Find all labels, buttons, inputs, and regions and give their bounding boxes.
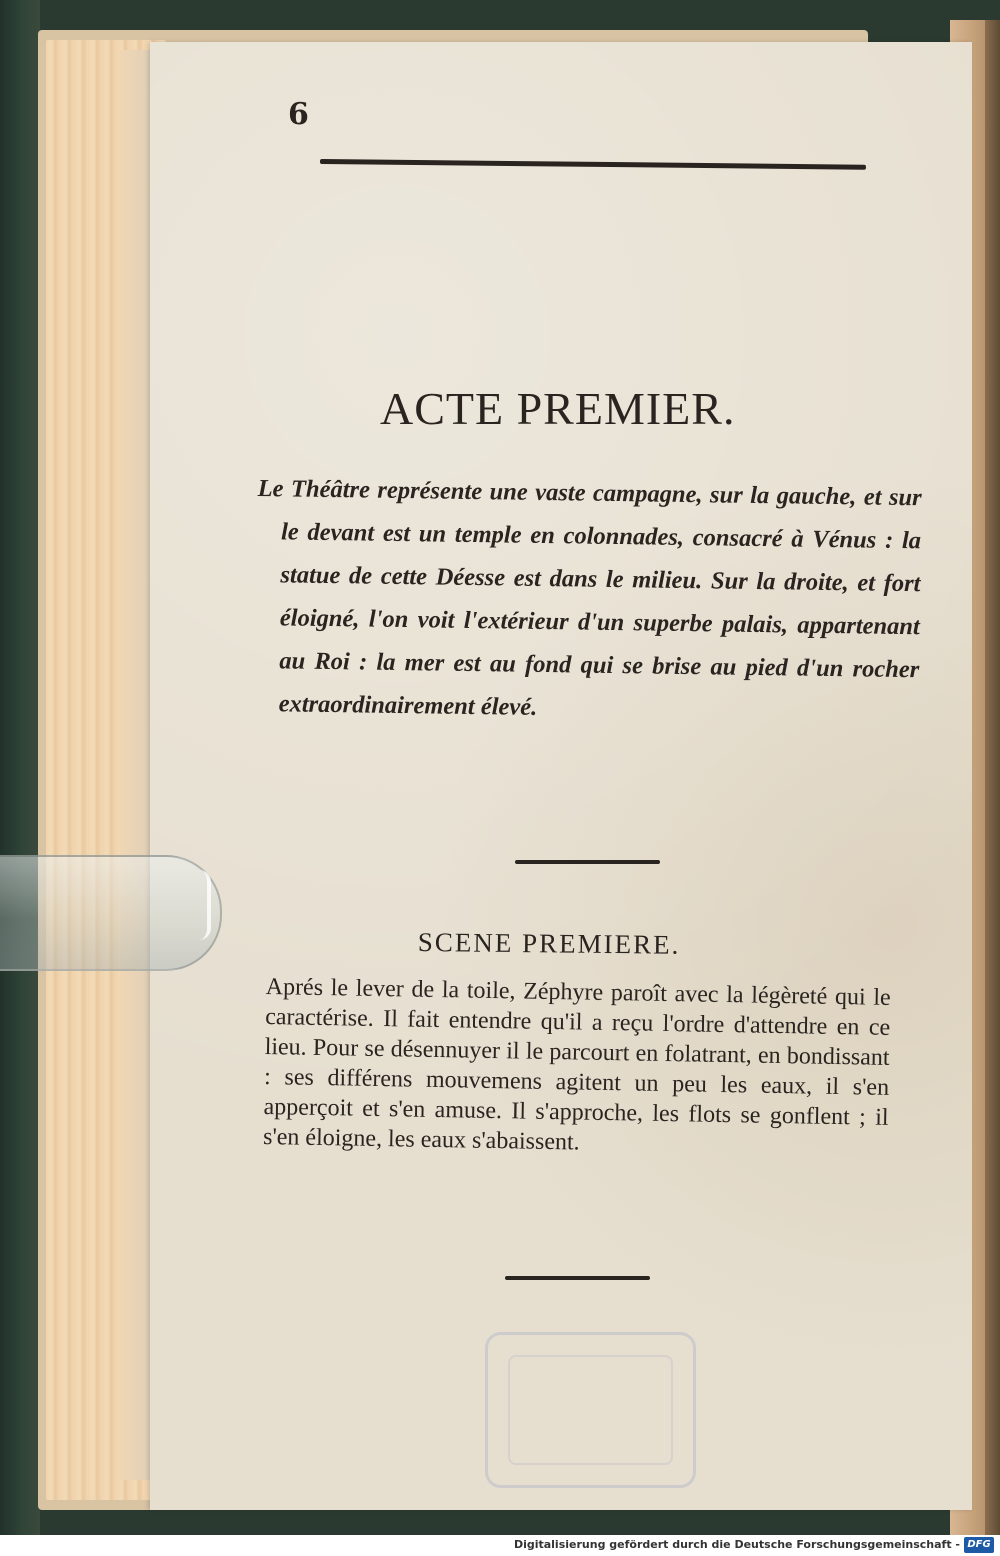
act-title: ACTE PREMIER.	[380, 383, 736, 434]
scanner-background-left	[0, 0, 40, 1535]
library-stamp	[485, 1332, 696, 1488]
book-page	[150, 42, 972, 1510]
end-rule	[505, 1276, 650, 1280]
book-spine-shadow	[985, 20, 1000, 1535]
library-stamp-inner	[508, 1355, 673, 1465]
scene-title: SCENE PREMIERE.	[417, 927, 681, 960]
attribution-text: Digitalisierung gefördert durch die Deutsche Forschungsgemeinschaft -	[513, 1538, 960, 1551]
scene-text: Aprés le lever de la toile, Zéphyre paroît avec la légèreté qui le caractérise. Il fait entendre qu'il a reçu l'ordre d'attendre en ce lieu. Pour se désennuyer il le parcourt en folatrant, en bondissant : ses différens mouvemens agitent un peu les eaux, il s'en apperçoit et s'en amuse. Il s'approche, les flots se gonflent ; il s'en éloigne, les eaux s'abaissent.	[262, 973, 891, 1156]
header-rule	[320, 159, 866, 170]
glass-page-weight-highlight	[185, 870, 211, 940]
stage-directions: Le Théâtre représente une vaste campagne, sur la gauche, et sur le devant est un temple en colonnades, consacré à Vénus : la statue de cette Déesse est dans le milieu. Sur la droite, et fort éloigné, l'on voit l'extérieur d'un superbe palais, appartenant au Roi : la mer est au fond qui se brise au pied d'un rocher extraordinairement élevé.	[257, 474, 922, 721]
attribution-footer	[0, 1535, 1000, 1556]
dfg-logo-icon: DFG	[964, 1537, 994, 1553]
section-rule	[515, 860, 660, 864]
page-number: 6	[288, 97, 309, 132]
scanner-background-top	[0, 0, 1000, 32]
